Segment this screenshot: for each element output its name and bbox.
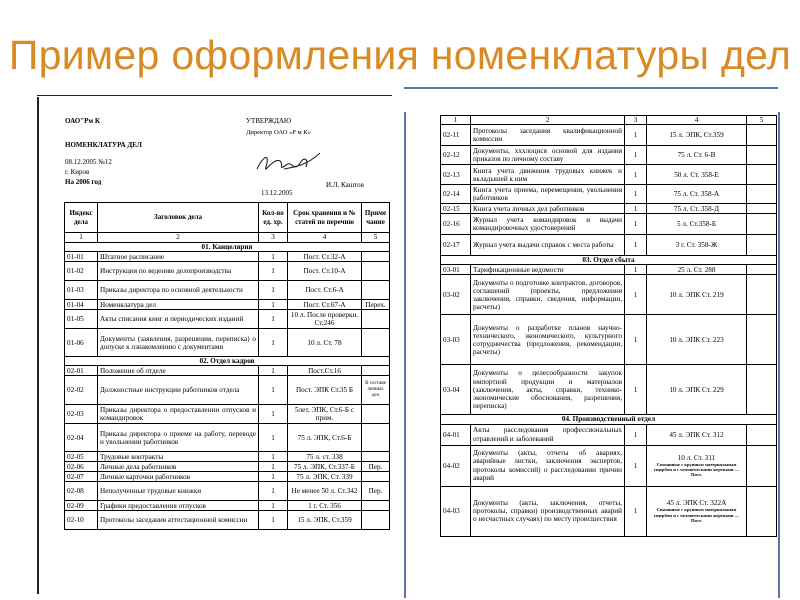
cell-title: Журнал учета командировок и выдачи командировочных удостоверений [471,214,625,235]
table-row [441,185,777,204]
cell-title: Книга учета личных дел работников [471,204,625,214]
cell-retention: 75 л. Ст. 358-А [647,185,747,204]
left-frame-top-rule [37,95,392,96]
cell-title: Должностные инструкции работников отдела [98,376,259,405]
cell-retention: 75 л. Ст. 358-Д [647,204,747,214]
table-row [65,329,390,357]
cell-note [747,265,777,275]
cell-retention [647,486,747,536]
cell-note [747,315,777,365]
col-num: 3 [259,233,288,243]
cell-index: 02-05 [65,452,98,462]
cell-title: Документы (акты, отчеты об авариях, аварийные листки, заключения экспертов, протоколы комиссий) о расследовании причин аварий [471,445,625,486]
cell-index: 04-03 [441,486,471,536]
cell-title: Документы (акты, заключения, отчеты, протоколы, справки) производственных аварий о несчастных случаях) по месту происшествия [471,486,625,536]
cell-title: Акты расследования профессиональных отравлений и заболеваний [471,424,625,445]
col-num: 4 [288,233,362,243]
cell-note [362,366,390,376]
cell-index: 02-14 [441,185,471,204]
cell-note [747,445,777,486]
cell-retention: 10 л. ЭПК Ст. 229 [647,365,747,415]
cell-count: 1 [625,125,647,146]
cell-retention: 15 л. ЭПК, Ст.359 [647,125,747,146]
cell-count: 1 [625,315,647,365]
cell-index: 02-09 [65,501,98,511]
cell-title: Журнал учета выдачи справок с места работы [471,235,625,256]
cell-title: Книга учета приема, перемещения, увольнения работников [471,185,625,204]
cell-note [747,365,777,415]
cell-title: Документы (заявления, разрешения, переписка) о допуске к ознакомлению с документами [98,329,259,357]
cell-count: 1 [625,165,647,185]
cell-index: 03-02 [441,275,471,315]
cell-count: 1 [259,462,288,472]
cell-count: 1 [259,452,288,462]
table-row [441,235,777,256]
cell-note: В составе личных дел [362,376,390,405]
cell-note [747,235,777,256]
approve-label: УТВЕРЖДАЮ [246,117,292,125]
table-row [65,452,390,462]
retention-value: 10 л. Ст. 311 [677,453,716,462]
cell-title: Трудовые контракты [98,452,259,462]
retention-note: Связанные с крупным материальным ущербом и с человеческими жертвами — Пост. [653,507,740,523]
cell-retention: Пост. Ст.67-А [288,300,362,310]
cell-index: 02-12 [441,146,471,165]
cell-note: Пер. [362,482,390,501]
col-header-title: Заголовок дела [98,203,259,233]
cell-note [747,214,777,235]
cell-count: 1 [259,424,288,452]
col-num: 1 [441,116,471,125]
table-row [65,281,390,300]
doc-year: На 2006 год [65,178,102,186]
cell-count: 1 [625,486,647,536]
table-row [65,482,390,501]
cell-count: 1 [259,281,288,300]
table-row [65,252,390,262]
cell-note [362,252,390,262]
cell-title: Приказы директора по основной деятельности [98,281,259,300]
cell-count: 1 [259,262,288,281]
cell-retention: Пост. Ст.6-А [288,281,362,300]
cell-count: 1 [625,445,647,486]
cell-title: Графики предоставления отпусков [98,501,259,511]
doc-date-number: 08.12.2005 №12 [65,158,112,166]
table-row [441,146,777,165]
cell-retention: 75 л. ЭПК, Ст.337-Б [288,462,362,472]
section-title: 02. Отдел кадров [65,357,390,366]
cell-title: Документы о разработке планов научно-технического, экономического, культурного сотрудничества (предложения, рекомендации, расчеты) [471,315,625,365]
table-row [65,300,390,310]
cell-retention: Пост. ЭПК Ст.35 Б [288,376,362,405]
table-row [441,165,777,185]
cell-count: 1 [259,405,288,424]
cell-count: 1 [259,472,288,482]
cell-index: 04-02 [441,445,471,486]
cell-note [362,424,390,452]
cell-retention: 45 л. ЭПК Ст. 312 [647,424,747,445]
cell-retention: 5лет, ЭПК, Ст.6-Б с прим. [288,405,362,424]
cell-note [362,329,390,357]
col-header-index: Индекс дела [65,203,98,233]
cell-title: Приказы директора о приеме на работу, переводе и увольнении работников [98,424,259,452]
col-num: 1 [65,233,98,243]
cell-title: Документы о подготовке контрактов, договоров, соглашений (проекты, предложения заключения, справки, сведения, информации, расчеты) [471,275,625,315]
cell-count: 1 [625,146,647,165]
cell-count: 1 [259,329,288,357]
cell-index: 02-06 [65,462,98,472]
cell-note [362,262,390,281]
cell-index: 03-03 [441,315,471,365]
table-row [65,462,390,472]
nomenclature-table-left [64,202,390,530]
cell-retention: 10 л. ЭПК Ст. 219 [647,275,747,315]
cell-retention: 5 л. Ст.358-Б [647,214,747,235]
cell-index: 02-01 [65,366,98,376]
cell-retention: 10 л. После проверки. Ст.246 [288,310,362,329]
cell-retention: 15 л. ЭПК, Ст.359 [288,511,362,530]
cell-count: 1 [259,482,288,501]
cell-index: 04-01 [441,424,471,445]
cell-index: 01-06 [65,329,98,357]
cell-note [362,511,390,530]
cell-retention: 1 г. Ст. 356 [288,501,362,511]
cell-retention: 75 л. ЭПК, Ст. 339 [288,472,362,482]
cell-retention: 75 л. ст. 338 [288,452,362,462]
cell-retention: 75 л. Ст. 6-В [647,146,747,165]
cell-title: Номенклатура дел [98,300,259,310]
cell-title: Протоколы заседания квалификационной комиссии [471,125,625,146]
slide-title: Пример оформления номенклатуры дел [8,32,792,78]
table-row [441,315,777,365]
section-title: 03. Отдел сбыта [441,256,777,265]
table-row [441,204,777,214]
table-row [65,511,390,530]
cell-title: Штатное расписание [98,252,259,262]
cell-title: Приказы директора о предоставлении отпусков и командировок [98,405,259,424]
table-row [65,405,390,424]
cell-index: 02-02 [65,376,98,405]
approve-by: Директор ОАО «Р м К» [246,129,311,136]
cell-note [362,501,390,511]
cell-retention: 3 г. Ст. 358-Ж [647,235,747,256]
table-row [65,366,390,376]
table-row [65,501,390,511]
cell-retention: Пост.Ст.16 [288,366,362,376]
cell-retention: 10 л. ЭПК Ст. 223 [647,315,747,365]
cell-retention: 10 л. Ст. 78 [288,329,362,357]
cell-title: Положение об отделе [98,366,259,376]
table-row [441,214,777,235]
cell-note [362,472,390,482]
right-frame-top-rule [404,87,778,89]
cell-index: 02-17 [441,235,471,256]
cell-index: 02-03 [65,405,98,424]
retention-note: Связанные с крупным материальным ущербом и с человеческими жертвами — Пост. [653,461,740,478]
cell-title: Инструкция по ведению делопроизводства [98,262,259,281]
col-num: 4 [647,116,747,125]
cell-retention: 50 л. Ст. 358-Е [647,165,747,185]
cell-title: Документы, хххлоцнся основой для издания приказов по личному составу [471,146,625,165]
cell-index: 02-07 [65,472,98,482]
cell-retention [647,445,747,486]
cell-index: 01-03 [65,281,98,300]
cell-count: 1 [259,300,288,310]
cell-count: 1 [259,252,288,262]
col-num: 3 [625,116,647,125]
cell-title: Протоколы заседания аттестационной комиссии [98,511,259,530]
cell-note [747,125,777,146]
cell-title: Документы о целесообразности закупок импортной продукции и материалов (заключения, акты, справки, технико-экономические обоснования, разрешения, переписка) [471,365,625,415]
cell-index: 02-16 [441,214,471,235]
table-row [65,310,390,329]
doc-type: НОМЕНКЛАТУРА ДЕЛ [65,141,142,149]
col-num: 5 [747,116,777,125]
table-row [441,125,777,146]
cell-index: 02-13 [441,165,471,185]
table-row [65,472,390,482]
table-row [441,424,777,445]
cell-index: 02-04 [65,424,98,452]
cell-index: 03-04 [441,365,471,415]
cell-note [747,486,777,536]
cell-note [362,405,390,424]
cell-count: 1 [625,235,647,256]
cell-retention: Пост. Ст.32-А [288,252,362,262]
signature [254,147,324,179]
org-name: ОАО"Рм К [65,117,101,125]
signer-name: И.Л. Каштов [326,181,364,189]
cell-retention: 25 л. Ст. 288 [647,265,747,275]
cell-note [747,185,777,204]
left-document-page [37,97,393,594]
cell-title: Книга учета движения трудовых книжек и вкладышей к ним [471,165,625,185]
cell-count: 1 [625,275,647,315]
cell-index: 01-02 [65,262,98,281]
cell-title: Акты списания книг и периодических изданий [98,310,259,329]
cell-count: 1 [625,265,647,275]
cell-index: 01-05 [65,310,98,329]
cell-count: 1 [625,365,647,415]
section-title: 04. Производственный отдел [441,415,777,424]
cell-index: 02-08 [65,482,98,501]
col-header-count: Кол-во ед. хр. [259,203,288,233]
cell-index: 01-01 [65,252,98,262]
table-row [441,486,777,536]
cell-retention: Пост. Ст.10-А [288,262,362,281]
doc-city: г. Киров [65,168,90,176]
cell-note [362,452,390,462]
cell-count: 1 [625,214,647,235]
cell-count: 1 [625,185,647,204]
cell-note: Пер. [362,462,390,472]
cell-note: Перех. [362,300,390,310]
cell-note [747,165,777,185]
cell-index: 03-01 [441,265,471,275]
cell-note [362,310,390,329]
retention-value: 45 л. ЭПК Ст. 322А [666,499,727,508]
table-row [65,424,390,452]
cell-title: Тарификационные ведомости [471,265,625,275]
cell-note [747,424,777,445]
cell-count: 1 [259,366,288,376]
nomenclature-table-right [440,115,777,537]
col-num: 2 [98,233,259,243]
cell-index: 02-10 [65,511,98,530]
cell-title: Личные карточки работников [98,472,259,482]
cell-count: 1 [625,424,647,445]
cell-count: 1 [259,511,288,530]
cell-note [362,281,390,300]
approve-date: 13.12.2005 [261,189,293,197]
cell-title: Личные дела работников [98,462,259,472]
col-num: 2 [471,116,625,125]
col-header-note: Приме чание [362,203,390,233]
col-header-retention: Срок хранения и № статей по перечню [288,203,362,233]
cell-note [747,275,777,315]
cell-retention: Не менее 50 л. Ст.342 [288,482,362,501]
table-row [441,275,777,315]
right-document-page [404,112,780,598]
cell-index: 02-15 [441,204,471,214]
cell-count: 1 [259,376,288,405]
table-row [65,262,390,281]
cell-index: 01-04 [65,300,98,310]
cell-count: 1 [259,501,288,511]
table-row [441,265,777,275]
cell-count: 1 [625,204,647,214]
cell-note [747,146,777,165]
cell-title: Неполученные трудовые книжки [98,482,259,501]
cell-index: 02-11 [441,125,471,146]
table-row [441,365,777,415]
col-num: 5 [362,233,390,243]
section-title: 01. Канцелярия [65,243,390,252]
cell-retention: 75 л. ЭПК, Ст.6-Б [288,424,362,452]
cell-count: 1 [259,310,288,329]
table-row [441,445,777,486]
table-row [65,376,390,405]
cell-note [747,204,777,214]
